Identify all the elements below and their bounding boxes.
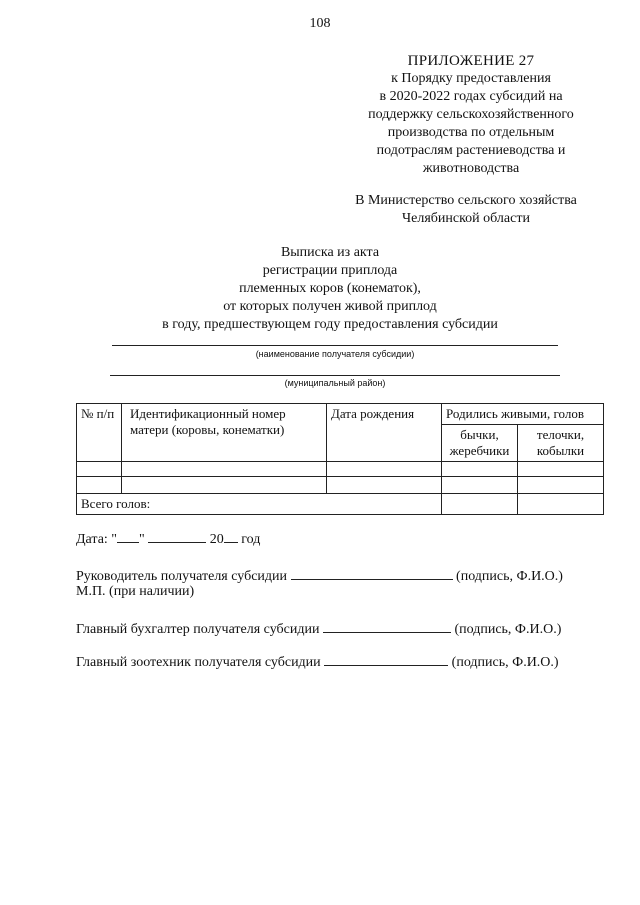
total-label: Всего голов:: [77, 494, 442, 515]
date-quote-close: ": [139, 532, 145, 547]
document-title-line: регистрации приплода: [262, 263, 398, 278]
head-signature-label: Руководитель получателя субсидии: [76, 569, 288, 584]
table-row: [77, 477, 604, 494]
date-year-prefix: 20: [209, 532, 224, 547]
document-title: [60, 244, 600, 334]
table-cell[interactable]: [442, 477, 518, 494]
appendix-header: [340, 52, 602, 178]
municipal-district-caption: (муниципальный район): [284, 378, 386, 388]
date-day-field[interactable]: [117, 530, 139, 543]
accountant-signature-suffix: (подпись, Ф.И.О.): [454, 622, 562, 637]
document-title-line: Выписка из акта: [280, 245, 380, 260]
zootechnician-signature-label: Главный зоотехник получателя субсидии: [76, 655, 321, 670]
total-males-cell[interactable]: [442, 494, 518, 515]
date-line: [76, 530, 260, 548]
date-prefix: Дата: ": [76, 532, 118, 547]
header-females: телочки, кобылки: [518, 425, 604, 462]
document-title-line: от которых получен живой приплод: [223, 299, 437, 314]
table-cell[interactable]: [327, 477, 442, 494]
head-signature-suffix: (подпись, Ф.И.О.): [456, 569, 563, 584]
header-males: бычки, жеребчики: [442, 425, 518, 462]
page-number: 108: [309, 16, 331, 31]
table-cell[interactable]: [518, 477, 604, 494]
stamp-note: М.П. (при наличии): [76, 584, 195, 599]
addressee-line: В Министерство сельского хозяйства: [355, 193, 577, 208]
appendix-title: ПРИЛОЖЕНИЕ 27: [407, 53, 535, 69]
header-birth-date: Дата рождения: [327, 404, 442, 462]
table-cell[interactable]: [122, 462, 327, 477]
document-title-line: племенных коров (конематок),: [239, 281, 421, 296]
table-row: [77, 462, 604, 477]
table-cell[interactable]: [77, 477, 122, 494]
total-females-cell[interactable]: [518, 494, 604, 515]
date-year-field[interactable]: [224, 530, 238, 543]
appendix-line: к Порядку предоставления: [391, 71, 551, 86]
total-row: [77, 494, 604, 515]
zootechnician-signature-suffix: (подпись, Ф.И.О.): [451, 655, 559, 670]
zootechnician-signature-row: [76, 653, 559, 671]
header-mother-id: Идентификационный номер матери (коровы, конематки): [122, 404, 327, 462]
date-month-field[interactable]: [148, 530, 206, 543]
table-cell[interactable]: [122, 477, 327, 494]
appendix-line: подотраслям растениеводства и: [376, 143, 566, 158]
municipal-district-field[interactable]: [110, 375, 560, 376]
table-cell[interactable]: [442, 462, 518, 477]
appendix-line: поддержку сельскохозяйственного: [368, 107, 574, 122]
accountant-signature-field[interactable]: [323, 620, 451, 633]
table-cell[interactable]: [518, 462, 604, 477]
accountant-signature-row: [76, 620, 561, 638]
zootechnician-signature-field[interactable]: [324, 653, 448, 666]
accountant-signature-label: Главный бухгалтер получателя субсидии: [76, 622, 320, 637]
recipient-name-field[interactable]: [112, 345, 558, 346]
appendix-line: производства по отдельным: [387, 125, 555, 140]
appendix-line: в 2020-2022 годах субсидий на: [379, 89, 563, 104]
addressee: [330, 192, 602, 228]
header-born-alive: Родились живыми, голов: [442, 404, 604, 425]
table-cell[interactable]: [327, 462, 442, 477]
head-signature-row: [76, 567, 563, 585]
appendix-line: животноводства: [422, 161, 520, 176]
recipient-name-caption: (наименование получателя субсидии): [255, 349, 415, 359]
table-cell[interactable]: [77, 462, 122, 477]
document-title-line: в году, предшествующем году предоставления субсидии: [162, 317, 498, 332]
header-number: № п/п: [77, 404, 122, 462]
date-year-suffix: год: [241, 532, 261, 547]
head-signature-field[interactable]: [291, 567, 453, 580]
addressee-line: Челябинской области: [402, 211, 530, 226]
offspring-registration-table: [76, 403, 604, 515]
